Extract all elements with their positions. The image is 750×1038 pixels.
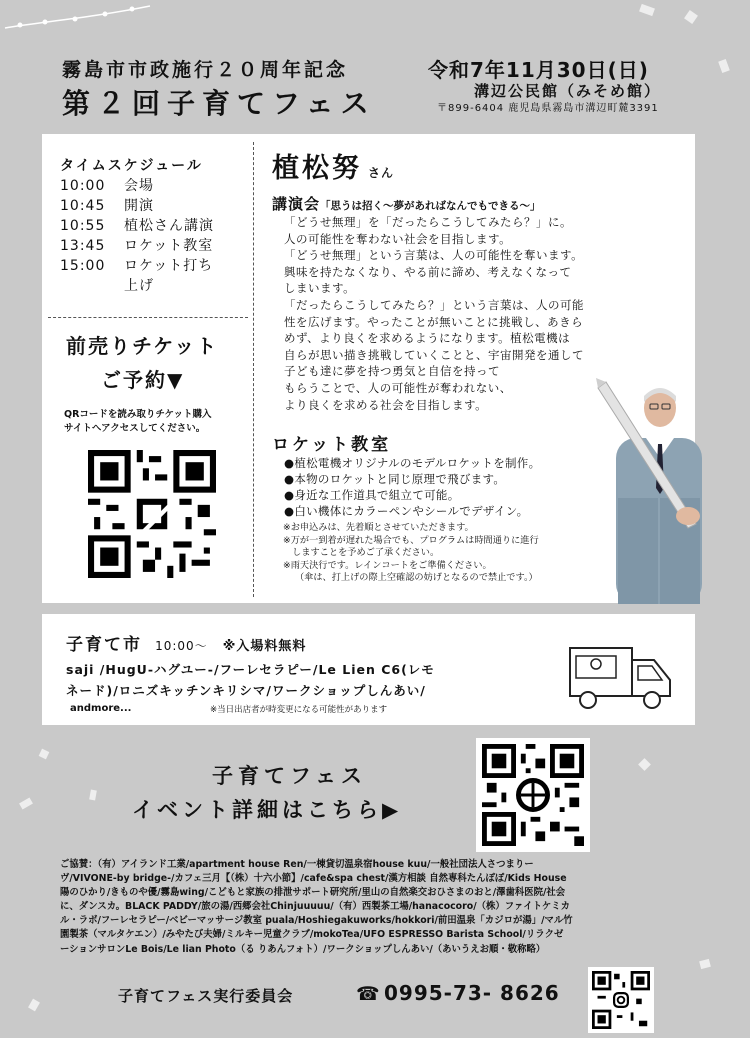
paragraph-line: 人の可能性を奪わない社会を目指します。 <box>284 231 512 246</box>
confetti <box>28 999 40 1012</box>
paragraph-line: より良くを求める社会を目指します。 <box>284 397 488 412</box>
rocket-note: しますことを予めご了承ください。 <box>283 547 440 558</box>
event-date: 令和7年11月30日(日) <box>428 58 649 82</box>
speaker-honorific: さん <box>368 166 395 180</box>
paragraph-line: 「だったらこうしてみたら？」という言葉は、人の可能 <box>284 297 584 312</box>
sponsor-line: ーションサロンLe Bois/Le lian Photo（る りあんフォト）/ワークショップしんあい/（あいうえお順・敬称略） <box>60 943 546 955</box>
schedule-label: ロケット教室 <box>124 238 214 254</box>
schedule-time <box>60 276 124 296</box>
rocket-note: ※雨天決行です。レインコートをご準備ください。 <box>283 559 492 571</box>
market-more: andmore... <box>70 703 132 714</box>
event-qr-code[interactable] <box>476 738 590 852</box>
confetti <box>89 790 97 801</box>
sponsor-line: ル・ラボ/フーレセラピー/ベビーマッサージ教室 puala/Hoshiegakuworks/hokkori/前田温泉「カジロが湯」/マル竹 <box>60 915 573 927</box>
rocket-note: ※お申込みは、先着順とさせていただきます。 <box>283 522 474 533</box>
venue-address: 〒899-6404 鹿児島県霧島市溝辺町麓3391 <box>437 103 659 114</box>
rocket-note: ※万が一到着が遅れた場合でも、プログラムは時間通りに進行 <box>283 534 539 546</box>
rocket-bullet: ●身近な工作道具で組立て可能。 <box>284 488 460 502</box>
column-divider <box>253 142 254 597</box>
schedule-title: タイムスケジュール <box>60 158 203 174</box>
rocket-bullets <box>284 455 624 519</box>
ticket-desc: QRコードを読み取りチケット購入 <box>64 409 212 420</box>
ticket-reserve: ご予約▼ <box>101 368 185 392</box>
confetti <box>39 749 50 760</box>
festival-title: 第２回子育てフェス <box>62 87 376 120</box>
schedule-row <box>60 196 250 216</box>
schedule-label: 会場 <box>124 178 154 194</box>
schedule-time: 13:45 <box>60 238 106 254</box>
paragraph-line: もらうことで、人の可能性が奪われない、 <box>284 380 512 395</box>
schedule-row <box>60 216 250 236</box>
schedule-time: 10:00 <box>60 178 106 194</box>
event-venue: 溝辺公民館（みそめ館） <box>474 82 662 100</box>
schedule-row <box>60 276 250 296</box>
rocket-bullet: ●本物のロケットと同じ原理で飛びます。 <box>284 472 506 486</box>
event-details-link[interactable]: イベント詳細はこちら▶ <box>132 798 403 822</box>
market-vendors: saji /HugU-ハグユー-/フーレセラピー/Le Lien C6(レモ <box>66 662 435 677</box>
ticket-title: 前売りチケット <box>66 334 219 358</box>
schedule-time: 15:00 <box>60 258 106 274</box>
sponsor-line: 園製茶（マルタケエン）/みやたび夫婦/ミルキー児童クラブ/mokoTea/UFO ESPRESSO Barista School/リラクゼ <box>60 929 564 941</box>
schedule-label: 植松さん講演 <box>124 218 214 234</box>
schedule-label: 開演 <box>124 198 154 214</box>
schedule-time: 10:45 <box>60 198 106 214</box>
paragraph-line: めず、より良くを求めるようになります。植松電機は <box>284 331 571 346</box>
schedule-label: 上げ <box>124 278 154 294</box>
string-lights <box>0 0 160 40</box>
phone-icon: ☎ <box>356 983 380 1005</box>
schedule-row <box>60 256 250 276</box>
confetti <box>699 959 711 969</box>
confetti <box>638 758 651 771</box>
schedule-label: ロケット打ち <box>124 258 214 274</box>
lecture-title: 「思うは招く～夢があればなんでもできる～」 <box>320 200 541 212</box>
market-title: 子育て市 <box>66 635 142 655</box>
rocket-bullet: ●植松電機オリジナルのモデルロケットを制作。 <box>284 456 541 470</box>
sponsor-line: ヴ/VIVONE-by bridge-/カフェ三月【（株）十六小節】/cafe&spa chest/漢方相談 自然専科たんぽぽ/Kids House <box>60 873 567 885</box>
schedule-list <box>60 176 250 296</box>
market-heading <box>66 630 306 655</box>
confetti <box>718 59 730 73</box>
ticket-qr-code[interactable] <box>88 450 216 578</box>
phone-number[interactable]: 0995-73- 8626 <box>384 981 560 1005</box>
sponsor-line: 陽のひかり/きものや優/霧島wing/こどもと家族の排泄サポート研究所/里山の自然楽交おひさまのおと/澤歯科医院/社会 <box>60 887 566 899</box>
schedule-row <box>60 236 250 256</box>
row-divider <box>48 317 248 318</box>
event-title: 子育てフェス <box>212 764 367 788</box>
paragraph-line: 「どうせ無理」を「だったらこうしてみたら？」に。 <box>284 215 572 229</box>
market-free: ※入場料無料 <box>222 639 307 654</box>
paragraph-line: 子ども達に夢を持つ勇気と自信を持って <box>284 364 500 379</box>
speaker-name <box>272 146 394 185</box>
rocket-note: （傘は、打上げの際上空確認の妨げとなるので禁止です。） <box>295 572 538 583</box>
food-truck-icon <box>566 640 676 715</box>
confetti <box>639 4 655 16</box>
rocket-title: ロケット教室 <box>272 435 392 455</box>
ticket-desc: サイトへアクセスしてください。 <box>64 423 206 434</box>
paragraph-line: 性を広げます。やったことが無いことに挑戦し、あきら <box>284 314 584 329</box>
market-note: ※当日出店者が時変更になる可能性があります <box>210 705 388 715</box>
paragraph-line: 興味を持たなくなり、やる前に諦め、考えなくなって <box>284 264 572 279</box>
lecture-label: 講演会 <box>272 195 321 213</box>
confetti <box>19 797 33 809</box>
anniversary-title: 霧島市市政施行２０周年記念 <box>62 59 349 81</box>
rocket-bullet: ●白い機体にカラーペンやシールでデザイン。 <box>284 504 529 518</box>
sponsor-list <box>60 858 720 957</box>
sponsor-line: に、ダンスカ。BLACK PADDY/旅の湯/西郷会社Chinjuuuuu/（有）西製茶工場/hanacocoro/（株）ファイトケミカ <box>60 901 570 913</box>
confetti <box>684 10 698 24</box>
market-time: 10:00～ <box>155 639 208 653</box>
paragraph-line: 自らが思い描き挑戦していくことと、宇宙開発を通して <box>284 347 584 362</box>
market-vendors: ネード)/ロニズキッチンキリシマ/ワークショップしんあい/ <box>66 683 426 698</box>
schedule-time: 10:55 <box>60 218 106 234</box>
committee-name: 子育てフェス実行委員会 <box>118 987 294 1005</box>
rocket-notes <box>283 522 633 585</box>
lecture-heading <box>272 193 541 214</box>
speaker-name-text: 植松努 <box>272 153 362 184</box>
schedule-row <box>60 176 250 196</box>
instagram-qr-code[interactable] <box>588 967 654 1033</box>
speaker-photo <box>596 378 720 604</box>
paragraph-line: 「どうせ無理」という言葉は、人の可能性を奪います。 <box>284 248 584 263</box>
sponsor-line: ご協賛：（有）アイランド工業/apartment house Ren/一棟貸切温泉宿house kuu/一般社団法人さつまりー <box>60 859 534 870</box>
paragraph-line: しまいます。 <box>284 281 356 296</box>
